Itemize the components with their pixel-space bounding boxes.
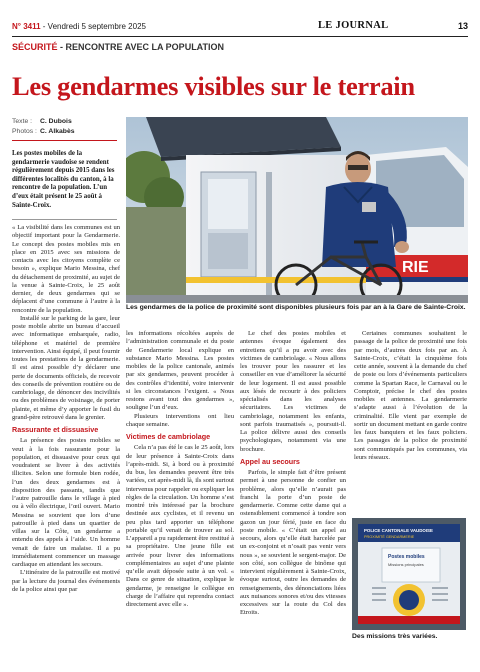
issue-date: - Vendredi 5 septembre 2025 [40,22,146,31]
paragraph: Le chef des postes mobiles et antennes évoque également des entretiens qu’il a pu avoir avec des victimes de cambriolage. « Nous allons les trouver pour les rassurer et les conseiller en vue d’améliorer la sécurité de leur logement. Il est aussi possible aux lésés de recourir à des policiers spécialisés dans les analyses sécuritaires. Les victimes de cambriolage, notamment les enfants, sont parfois traumatisés », poursuit-il. La police délivre aussi des conseils psychologiques, notamment via une brochure. [240,330,346,453]
section-subtitle: - RENCONTRE AVEC LA POPULATION [57,42,225,52]
lead-divider [12,219,117,220]
text-column-1 [12,224,120,594]
paragraph: « La visibilité dans les communes est un objectif important pour la Gendarmerie. Le concept des postes mobiles mis en place en 2015 avec ses missions de contacts avec les citoyens complète ce besoin », explique Mario Messina, chef du détachement de proximité, au sujet de la venue à Sainte-Croix, le 25 août dernier, de deux gendarmes qui se déplacent d’une commune à l’autre à la rencontre de la population. [12,224,120,314]
paragraph: Plusieurs interventions ont lieu chaque semaine. [126,412,234,428]
brochure-title-2: Missions principales [388,562,424,567]
header-divider [12,36,468,37]
subheading: Victimes de cambriolage [126,432,211,441]
paragraph: les informations récoltées auprès de l’administration communale et du poste de Gendarmerie local explique en substance Mario Messina. Les postes mobiles de la police cantonale, animés par six gendarmes, peuvent procéder à des contrôles d’identité, voire intervenir si les circonstances l’exigent. « Nous restons avant tout des gendarmes », souligne l’un d’eux. [126,330,234,412]
text-credit-label: Texte : [12,118,33,125]
subheading: Rassurante et dissuasive [12,425,99,434]
text-column-2 [126,330,234,609]
article-credits [12,117,75,137]
subheading: Appel au secours [240,456,300,466]
photo-credit-label: Photos : [12,128,37,135]
paragraph: La présence des postes mobiles se veut à la fois rassurante pour la population, et dissuasive pour ceux qui voudraient se livrer à des activités illicites. Selon une formule bien rodée, l’un des deux gendarmes est à disposition des passants, tandis que l’autre patrouille dans le village à pied ou à vélo électrique, l’œil ouvert. Mario Messina se souvient que lors d’une patrouille à pied dans un quartier de villas sur la Côte, un gendarme a entendu des appels à l’aide. Un homme venait de faire un malaise. Il a pu immédiatement commencer un massage cardiaque en attendant les secours. [12,437,120,568]
text-column-3 [240,330,346,618]
gendarme-van-illustration [126,117,468,303]
photo-caption: Les gendarmes de la police de proximité sont disponibles plusieurs fois par an à la Gare de Sainte-Croix. [126,304,466,311]
hero-photo [126,117,468,303]
credits-divider [12,140,117,141]
text-column-4 [354,330,467,462]
page-header [0,0,480,38]
page-number: 13 [457,21,468,31]
issue-line [12,22,146,31]
brochure-illustration [352,518,466,630]
text-credit-author: C. Dubois [40,118,72,125]
van-lettering: RIE [402,259,429,276]
paragraph: Parfois, le simple fait d’être présent permet à une personne de confier un problème, alors qu’elle n’aurait pas franchi la porte d’un poste de gendarmerie. Comme cette dame qui a ostensiblement commencé à tondre son gazon un jour férié, juste en face du poste mobile. « C’était un appel au secours, alors qu’elle était harcelée par un ex-conjoint et n’osait pas venir vers nous », se souvient le sergent-major. De son côté, son collègue de binôme qui intervient régulièrement à Sainte-Croix, évoque surtout, outre les demandes de renseignements, des dénonciations liées aux nuisances sonores et/ou des vitesses excessives sur la route du Col des Etroits. [240,469,346,617]
section-label [12,42,224,52]
brochure-subheader: PROXIMITÉ GENDARMERIE [364,535,415,539]
article-lead: Les postes mobiles de la gendarmerie vaudoise se rendent régulièrement depuis 2015 dans les différentes localités du canton, à la rencontre de la population. L’un d’eux était présent le 25 août à Sainte-Croix. [12,150,115,209]
section-name: SÉCURITÉ [12,42,58,52]
paragraph: Installé sur le parking de la gare, leur poste mobile abrite un bureau d’accueil avec informatique embarquée, radio, téléphone et matériel de première intervention. Ainsi équipé, il peut fournir toutes les prestations de la gendarmerie. Il est ainsi possible d’y déclarer une perte de documents officiels, de recevoir des conseils de prévention routière ou de cambriolage, de dénoncer des incivilités ou des problèmes de voisinage, de porter plainte, et même d’y apporter le fusil du grand-père retrouvé dans le grenier. [12,314,120,421]
issue-number: N° 3411 [12,22,41,31]
brochure-title: Postes mobiles [388,554,425,560]
paragraph: Cela n’a pas été le cas le 25 août, lors de leur présence à Sainte-Croix dans l’après-midi. Si, à bord ou à proximité du bus, les demandes peuvent être très variées, cet après-midi là, ils sont surtout intervenus pour rappeler ou expliquer les règles de la circulation. Un homme s’est montré très intéressé par la brochure destinée aux cyclistes, et il revenu un peu plus tard apporter un téléphone portable qu’il venait de trouver au sol. L’appareil a pu rapidement être restitué à sa propriétaire. Une jeune fille est arrivée pour livrer des informations complémentaires au sujet d’une plainte qu’elle avait déposée suite à un vol. « Dans ce genre de situation, explique le gendarme, je renseigne le collègue en charge de l’affaire qui reprendra contact directement avec elle ». [126,444,234,608]
newspaper-logo: LE JOURNAL [318,20,389,31]
brochure-header: POLICE CANTONALE VAUDOISE [364,528,433,533]
paragraph: L’itinéraire de la patrouille est motivé par la lecture du journal des événements de la police ainsi que par [12,569,120,593]
photo-credit-author: C. Alkabès [40,128,75,135]
paragraph: Certaines communes souhaitent le passage de la police de proximité une fois par mois, d’autres deux fois par an. À Sainte-Croix, c’était la cinquième fois cette année, souvent à la demande du chef de poste ou lors d’événements particuliers comme la Spartan Race, le Carnaval ou le Comptoir, précise le chef des postes mobiles et antennes. La gendarmerie s’adapte aussi à l’évolution de la criminalité. Elle vient par exemple de sortir un document mettant en garde contre les faux banquiers et les faux policiers. Les passages de la police de proximité sont communiqués par les communes, via leurs réseaux. [354,330,467,461]
brochure-photo [352,518,466,630]
article-headline: Les gendarmes visibles sur le terrain [12,71,415,101]
brochure-caption: Des missions très variées. [352,633,438,640]
